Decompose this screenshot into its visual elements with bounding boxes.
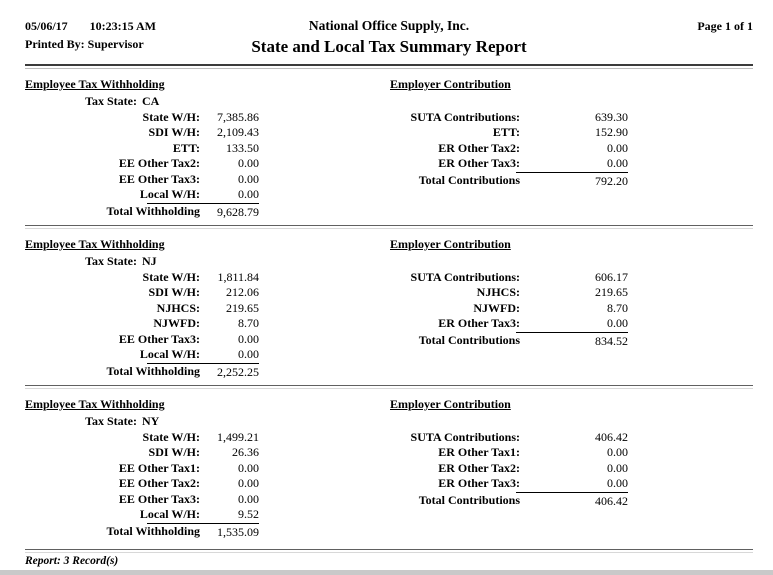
tax-row (390, 270, 628, 286)
tax-section-nj (25, 237, 753, 379)
tax-row (25, 187, 259, 203)
tax-row (25, 141, 259, 157)
tax-row-label: ER Other Tax1: (438, 445, 520, 459)
tax-row-label: SDI W/H: (148, 125, 200, 139)
window-bottom-edge (0, 570, 773, 575)
tax-state-value: NY (142, 414, 160, 428)
tax-row-value: 0.00 (607, 316, 628, 330)
tax-row-value: 9.52 (238, 507, 259, 521)
tax-row-label: NJWFD: (473, 300, 520, 315)
tax-row-value: 8.70 (607, 300, 628, 315)
report-footer-text: Report: 3 Record(s) (25, 555, 119, 567)
company-name: National Office Supply, Inc. (308, 18, 470, 33)
tax-row (25, 461, 259, 477)
tax-row-label: State W/H: (142, 109, 200, 124)
tax-row-label: SUTA Contributions: (410, 429, 520, 444)
tax-row-label: Local W/H: (139, 187, 200, 201)
tax-section-ny (25, 397, 753, 539)
tax-row-value: 212.06 (226, 285, 259, 299)
tax-row-label: NJHCS: (156, 300, 200, 315)
section-columns (25, 94, 753, 219)
tax-row (25, 332, 259, 348)
total-contributions-label: Total Contributions (418, 492, 520, 507)
tax-row-value: 0.00 (238, 187, 259, 201)
tax-row (25, 430, 259, 446)
tax-state-label: Tax State: (85, 414, 137, 428)
tax-row (390, 125, 628, 141)
tax-row (25, 285, 259, 301)
tax-row-label: EE Other Tax1: (118, 460, 200, 475)
tax-row-value: 0.00 (607, 140, 628, 155)
total-withholding-value: 1,535.09 (217, 524, 259, 539)
tax-row-label: EE Other Tax2: (118, 156, 200, 170)
employer-contribution-heading: Employer Contribution (390, 77, 511, 91)
total-withholding-row (25, 524, 259, 540)
tax-row (25, 445, 259, 461)
employer-contribution-column (390, 254, 628, 379)
tax-row-value: 0.00 (238, 460, 259, 475)
spacer-row (390, 94, 628, 110)
tax-row (390, 285, 628, 301)
tax-row (390, 430, 628, 446)
tax-row (390, 316, 628, 332)
employee-tax-withholding-heading: Employee Tax Withholding (25, 77, 165, 91)
tax-row (25, 270, 259, 286)
tax-row (25, 172, 259, 188)
tax-row-label: SDI W/H: (148, 285, 200, 299)
tax-state-label: Tax State: (85, 254, 137, 268)
tax-row-value: 219.65 (595, 285, 628, 299)
employer-contribution-heading: Employer Contribution (390, 397, 511, 411)
column-headings (25, 77, 753, 92)
tax-row-label: ER Other Tax3: (438, 156, 520, 170)
total-withholding-label: Total Withholding (106, 203, 200, 218)
section-divider (25, 225, 753, 229)
header-rule (25, 64, 753, 69)
tax-row-value: 7,385.86 (217, 109, 259, 124)
report-date: 05/06/17 (25, 19, 68, 33)
tax-row-label: ER Other Tax2: (438, 140, 520, 155)
total-contributions-value: 834.52 (595, 333, 628, 348)
tax-row-label: EE Other Tax2: (118, 476, 200, 490)
tax-state-row (25, 94, 259, 110)
total-contributions-label: Total Contributions (418, 172, 520, 187)
tax-row-label: NJWFD: (153, 316, 200, 330)
tax-section-ca (25, 77, 753, 219)
tax-row-label: SUTA Contributions: (410, 109, 520, 124)
tax-row-value: 219.65 (226, 300, 259, 315)
footer-rule (25, 549, 753, 553)
total-withholding-value: 9,628.79 (217, 204, 259, 219)
tax-row-value: 0.00 (238, 331, 259, 346)
tax-row (25, 110, 259, 126)
spacer-row (390, 254, 628, 270)
tax-row-value: 0.00 (607, 476, 628, 490)
employee-tax-withholding-heading: Employee Tax Withholding (25, 397, 165, 411)
tax-row (25, 316, 259, 332)
total-withholding-row (25, 364, 259, 380)
tax-row-value: 0.00 (607, 156, 628, 170)
tax-row-label: State W/H: (142, 429, 200, 444)
total-contributions-row (390, 333, 628, 349)
tax-row (25, 507, 259, 523)
report-header-row1 (25, 18, 753, 34)
tax-row-label: State W/H: (142, 269, 200, 284)
tax-row-label: ER Other Tax3: (438, 316, 520, 330)
section-divider (25, 385, 753, 389)
employer-contribution-column (390, 414, 628, 539)
tax-row-value: 26.36 (232, 445, 259, 459)
tax-state-value: CA (142, 94, 160, 108)
report-time: 10:23:15 AM (89, 19, 156, 33)
total-contributions-label: Total Contributions (418, 332, 520, 347)
tax-row-value: 8.70 (238, 316, 259, 330)
tax-row-value: 0.00 (238, 491, 259, 506)
tax-row-value: 1,811.84 (217, 269, 259, 284)
tax-state-value: NJ (142, 254, 157, 268)
tax-row-value: 1,499.21 (217, 429, 259, 444)
employee-withholding-column (25, 254, 259, 379)
tax-row-label: EE Other Tax3: (118, 491, 200, 506)
tax-row-value: 0.00 (238, 476, 259, 490)
tax-row-label: SUTA Contributions: (410, 269, 520, 284)
tax-row (25, 476, 259, 492)
tax-row-label: ETT: (492, 125, 520, 139)
tax-row (25, 492, 259, 508)
tax-row (390, 476, 628, 492)
tax-row (390, 156, 628, 172)
tax-row-label: ETT: (172, 140, 200, 155)
total-contributions-row (390, 173, 628, 189)
tax-row-label: EE Other Tax3: (118, 331, 200, 346)
column-headings (25, 237, 753, 252)
total-withholding-label: Total Withholding (106, 363, 200, 378)
employee-withholding-column (25, 414, 259, 539)
tax-row-label: Local W/H: (139, 347, 200, 361)
total-withholding-row (25, 204, 259, 220)
tax-row-label: Local W/H: (139, 507, 200, 521)
tax-row-value: 2,109.43 (217, 125, 259, 139)
page-indicator: Page 1 of 1 (697, 19, 753, 33)
column-headings (25, 397, 753, 412)
tax-row-label: SDI W/H: (148, 445, 200, 459)
printed-by (25, 37, 195, 52)
tax-state-row (25, 414, 259, 430)
employer-contribution-column (390, 94, 628, 219)
tax-row-value: 0.00 (607, 445, 628, 459)
tax-row-value: 0.00 (238, 347, 259, 361)
total-contributions-row (390, 493, 628, 509)
printed-by-value: Supervisor (87, 37, 144, 51)
employee-tax-withholding-heading: Employee Tax Withholding (25, 237, 165, 251)
tax-row-value: 406.42 (595, 429, 628, 444)
tax-row (390, 301, 628, 317)
total-withholding-label: Total Withholding (106, 523, 200, 538)
tax-row-label: ER Other Tax2: (438, 460, 520, 475)
tax-row-value: 133.50 (226, 140, 259, 155)
total-withholding-value: 2,252.25 (217, 364, 259, 379)
tax-row-value: 152.90 (595, 125, 628, 139)
printed-by-label: Printed By: (25, 37, 85, 51)
tax-row (390, 461, 628, 477)
tax-row-value: 0.00 (238, 171, 259, 186)
tax-row (25, 125, 259, 141)
total-contributions-value: 792.20 (595, 173, 628, 188)
tax-state-row (25, 254, 259, 270)
report-title: State and Local Tax Summary Report (251, 37, 527, 56)
tax-row-label: EE Other Tax3: (118, 171, 200, 186)
employer-contribution-heading: Employer Contribution (390, 237, 511, 251)
total-contributions-value: 406.42 (595, 493, 628, 508)
tax-row (25, 347, 259, 363)
tax-row-label: NJHCS: (476, 285, 520, 299)
tax-row-value: 0.00 (607, 460, 628, 475)
tax-row (25, 301, 259, 317)
spacer-row (390, 414, 628, 430)
tax-row-value: 606.17 (595, 269, 628, 284)
report-datetime (25, 19, 195, 34)
section-columns (25, 414, 753, 539)
tax-row (390, 110, 628, 126)
employee-withholding-column (25, 94, 259, 219)
tax-row-label: ER Other Tax3: (438, 476, 520, 490)
tax-row (25, 156, 259, 172)
tax-row-value: 0.00 (238, 156, 259, 170)
tax-row-value: 639.30 (595, 109, 628, 124)
report-header-row2 (25, 37, 753, 57)
tax-row (390, 141, 628, 157)
tax-row (390, 445, 628, 461)
tax-state-label: Tax State: (85, 94, 137, 108)
section-columns (25, 254, 753, 379)
